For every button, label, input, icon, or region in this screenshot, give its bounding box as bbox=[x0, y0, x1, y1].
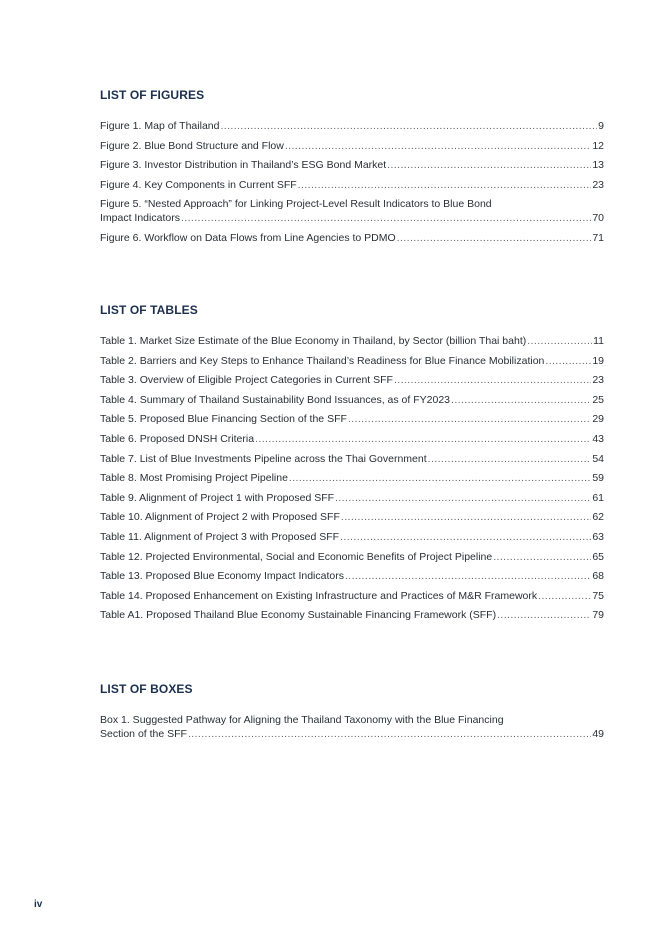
toc-entry[interactable] bbox=[100, 713, 604, 741]
toc-entry-page: 43 bbox=[592, 432, 604, 445]
toc-entry-title: Table 10. Alignment of Project 2 with Proposed SFF bbox=[100, 511, 340, 524]
dot-leader bbox=[545, 354, 591, 368]
toc-entry-title: Table 3. Overview of Eligible Project Categories in Current SFF bbox=[100, 374, 393, 387]
list-of-figures bbox=[100, 87, 604, 251]
toc-entry[interactable] bbox=[100, 178, 604, 192]
dot-leader bbox=[220, 119, 597, 133]
dot-leader bbox=[188, 727, 591, 741]
dot-leader bbox=[428, 452, 592, 466]
toc-entry[interactable] bbox=[100, 393, 604, 407]
toc-entry[interactable] bbox=[100, 373, 604, 387]
toc-entry-page: 23 bbox=[592, 374, 604, 387]
dot-leader bbox=[538, 589, 591, 603]
dot-leader bbox=[451, 393, 591, 407]
toc-entry[interactable] bbox=[100, 354, 604, 368]
list-of-tables bbox=[100, 302, 604, 628]
toc-entry-page: 49 bbox=[592, 728, 604, 740]
toc-entry[interactable] bbox=[100, 432, 604, 446]
dot-leader bbox=[181, 211, 591, 225]
toc-entry-page: 13 bbox=[592, 159, 604, 172]
tables-list bbox=[100, 334, 604, 622]
toc-entry-title: Figure 3. Investor Distribution in Thailand’s ESG Bond Market bbox=[100, 159, 387, 172]
toc-entry-line2 bbox=[100, 727, 604, 741]
toc-entry-page: 65 bbox=[592, 550, 604, 563]
toc-entry-page: 79 bbox=[592, 609, 604, 622]
toc-entry-title-line2: Impact Indicators bbox=[100, 212, 180, 225]
toc-entry-page: 19 bbox=[592, 354, 604, 367]
dot-leader bbox=[348, 412, 591, 426]
toc-entry[interactable] bbox=[100, 569, 604, 583]
figures-heading: LIST OF FIGURES bbox=[100, 88, 205, 102]
toc-entry-page: 9 bbox=[598, 120, 604, 132]
toc-entry[interactable] bbox=[100, 334, 604, 348]
dot-leader bbox=[255, 432, 591, 446]
toc-entry[interactable] bbox=[100, 589, 604, 603]
toc-entry-title: Table 1. Market Size Estimate of the Blue Economy in Thailand, by Sector (billion Thai baht) bbox=[100, 335, 527, 347]
toc-entry-title: Figure 1. Map of Thailand bbox=[100, 120, 220, 132]
toc-entry[interactable] bbox=[100, 139, 604, 153]
toc-entry-title: Figure 4. Key Components in Current SFF bbox=[100, 178, 297, 191]
dot-leader bbox=[527, 334, 592, 348]
toc-entry[interactable] bbox=[100, 197, 604, 225]
toc-entry-page: 59 bbox=[592, 472, 604, 485]
dot-leader bbox=[340, 530, 591, 544]
toc-entry-title: Table 5. Proposed Blue Financing Section of the SFF bbox=[100, 413, 347, 426]
toc-entry-page: 68 bbox=[592, 570, 604, 583]
toc-entry-page: 61 bbox=[592, 491, 604, 504]
toc-entry-title: Table 11. Alignment of Project 3 with Proposed SFF bbox=[100, 530, 340, 543]
boxes-heading: LIST OF BOXES bbox=[100, 682, 193, 696]
toc-entry-page: 29 bbox=[592, 413, 604, 426]
toc-entry-page: 70 bbox=[592, 212, 604, 225]
dot-leader bbox=[285, 139, 591, 153]
toc-entry[interactable] bbox=[100, 158, 604, 172]
toc-entry[interactable] bbox=[100, 119, 604, 133]
toc-entry-page: 11 bbox=[593, 335, 604, 347]
toc-entry-title: Table 6. Proposed DNSH Criteria bbox=[100, 432, 255, 445]
toc-entry-page: 63 bbox=[592, 530, 604, 543]
toc-entry[interactable] bbox=[100, 550, 604, 564]
toc-entry-title: Table 14. Proposed Enhancement on Existing Infrastructure and Practices of M&R Framework bbox=[100, 589, 538, 602]
toc-entry-title-line2: Section of the SFF bbox=[100, 728, 187, 740]
page-number: iv bbox=[34, 899, 43, 910]
toc-entry[interactable] bbox=[100, 510, 604, 524]
toc-entry-title-line1: Box 1. Suggested Pathway for Aligning the Thailand Taxonomy with the Blue Financing bbox=[100, 714, 504, 726]
toc-entry-title: Table 12. Projected Environmental, Social and Economic Benefits of Project Pipeline bbox=[100, 550, 493, 563]
toc-entry[interactable] bbox=[100, 530, 604, 544]
dot-leader bbox=[397, 231, 592, 245]
figures-list bbox=[100, 119, 604, 245]
toc-entry-title-line1: Figure 5. “Nested Approach” for Linking Project-Level Result Indicators to Blue Bond bbox=[100, 198, 492, 211]
toc-entry-page: 25 bbox=[592, 393, 604, 406]
dot-leader bbox=[394, 373, 591, 387]
toc-entry[interactable] bbox=[100, 608, 604, 622]
dot-leader bbox=[493, 550, 591, 564]
toc-entry-title: Table 13. Proposed Blue Economy Impact Indicators bbox=[100, 570, 344, 583]
dot-leader bbox=[335, 491, 591, 505]
boxes-list bbox=[100, 713, 604, 741]
dot-leader bbox=[289, 471, 591, 485]
dot-leader bbox=[298, 178, 592, 192]
tables-heading: LIST OF TABLES bbox=[100, 303, 198, 317]
toc-entry-page: 62 bbox=[592, 511, 604, 524]
toc-entry-title: Figure 6. Workflow on Data Flows from Line Agencies to PDMO bbox=[100, 231, 396, 244]
toc-entry-page: 71 bbox=[592, 231, 604, 244]
toc-entry[interactable] bbox=[100, 471, 604, 485]
toc-entry-page: 12 bbox=[592, 139, 604, 152]
toc-entry-page: 75 bbox=[592, 589, 604, 602]
dot-leader bbox=[497, 608, 591, 622]
toc-entry-page: 23 bbox=[592, 178, 604, 191]
toc-entry-title: Table 2. Barriers and Key Steps to Enhance Thailand’s Readiness for Blue Finance Mobilization bbox=[100, 354, 545, 367]
toc-entry-title: Table 8. Most Promising Project Pipeline bbox=[100, 472, 288, 485]
toc-entry-title: Table A1. Proposed Thailand Blue Economy Sustainable Financing Framework (SFF) bbox=[100, 609, 497, 622]
toc-entry[interactable] bbox=[100, 452, 604, 466]
toc-entry-title: Figure 2. Blue Bond Structure and Flow bbox=[100, 139, 284, 152]
toc-entry[interactable] bbox=[100, 231, 604, 245]
toc-entry-page: 54 bbox=[592, 452, 604, 465]
list-of-boxes bbox=[100, 681, 604, 747]
toc-entry-title: Table 4. Summary of Thailand Sustainability Bond Issuances, as of FY2023 bbox=[100, 393, 451, 406]
toc-entry[interactable] bbox=[100, 412, 604, 426]
dot-leader bbox=[387, 158, 591, 172]
toc-entry-title: Table 9. Alignment of Project 1 with Proposed SFF bbox=[100, 491, 335, 504]
toc-entry-title: Table 7. List of Blue Investments Pipeline across the Thai Government bbox=[100, 452, 427, 465]
toc-entry-line2 bbox=[100, 211, 604, 225]
toc-entry[interactable] bbox=[100, 491, 604, 505]
dot-leader bbox=[345, 569, 591, 583]
dot-leader bbox=[341, 510, 591, 524]
